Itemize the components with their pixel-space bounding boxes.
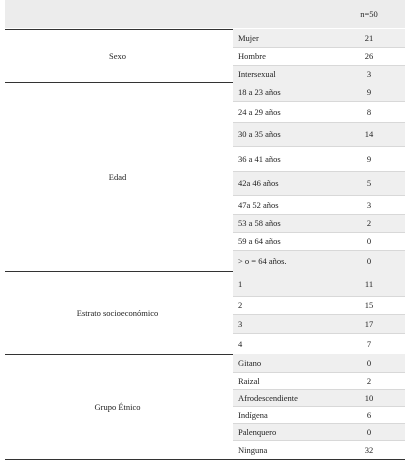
row-label: 2 [238, 300, 243, 310]
table-bottom-rule [5, 459, 405, 460]
table-row [5, 101, 405, 122]
row-label: 30 a 35 años [238, 129, 281, 139]
row-label: Gitano [238, 358, 262, 368]
row-value: 11 [364, 278, 374, 289]
row-value: 9 [366, 153, 372, 164]
row-label: Hombre [238, 51, 266, 61]
row-separator [233, 406, 405, 407]
category-label: Sexo [109, 50, 126, 61]
table-row [5, 47, 405, 65]
category-label: Estrato socioeconómico [76, 307, 159, 318]
row-label: 47a 52 años [238, 199, 279, 210]
row-label: 18 a 23 años [238, 86, 281, 97]
table-row [5, 440, 405, 459]
row-value: 15 [364, 300, 374, 310]
row-label: 36 a 41 años [238, 153, 281, 164]
row-value: 2 [366, 375, 372, 386]
row-value: 3 [366, 199, 372, 210]
row-value: 8 [366, 106, 372, 117]
row-value: 0 [366, 426, 372, 437]
row-label: Ninguna [238, 444, 268, 455]
row-separator [233, 122, 405, 123]
table-row [5, 122, 405, 146]
table-row [5, 389, 405, 406]
table-row [5, 333, 405, 354]
row-value: 17 [364, 318, 374, 329]
row-separator [233, 333, 405, 334]
row-value: 9 [366, 86, 372, 97]
row-value: 21 [364, 33, 374, 43]
row-label: Raizal [238, 375, 260, 386]
table-row [5, 65, 405, 82]
table-row [5, 296, 405, 314]
row-value: 0 [366, 255, 372, 266]
row-separator [233, 232, 405, 233]
row-separator [233, 65, 405, 66]
row-label: 42a 46 años [238, 178, 279, 188]
row-separator [233, 389, 405, 390]
row-label: Mujer [238, 33, 259, 43]
row-value: 6 [366, 409, 372, 420]
row-separator [233, 171, 405, 172]
row-value: 32 [364, 444, 374, 455]
row-value: 5 [366, 178, 372, 188]
table-row [5, 214, 405, 232]
row-separator [233, 101, 405, 102]
demographics-table [5, 0, 405, 459]
table-row [5, 232, 405, 250]
row-label: Indígena [238, 409, 268, 420]
row-label: 53 a 58 años [238, 218, 281, 228]
table-row [5, 82, 405, 101]
table-header [5, 0, 405, 28]
row-separator [233, 314, 405, 315]
table-row [5, 271, 405, 296]
row-separator [233, 47, 405, 48]
table-row [5, 250, 405, 271]
table-row [5, 29, 405, 47]
row-separator [233, 296, 405, 297]
row-value: 26 [364, 51, 374, 61]
table-row [5, 171, 405, 195]
category-label: Edad [108, 171, 127, 182]
table-row [5, 146, 405, 171]
row-label: 3 [238, 318, 243, 329]
table-row [5, 354, 405, 372]
row-separator [233, 146, 405, 147]
row-separator [233, 440, 405, 441]
table-row [5, 195, 405, 214]
row-label: Afrodescendiente [238, 392, 298, 403]
row-label: 4 [238, 338, 243, 349]
row-label: Palenquero [238, 426, 277, 437]
table-row [5, 372, 405, 389]
category-label: Grupo Étnico [94, 401, 141, 412]
row-separator [233, 423, 405, 424]
row-separator [233, 214, 405, 215]
row-value: 14 [364, 129, 374, 139]
table-row [5, 406, 405, 423]
row-value: 2 [366, 218, 372, 228]
row-value: 0 [366, 236, 372, 246]
row-label: > o = 64 años. [238, 255, 287, 266]
table-row [5, 423, 405, 440]
row-label: Intersexual [238, 68, 276, 79]
row-separator [233, 250, 405, 251]
sample-size-label: n=50 [360, 9, 378, 19]
row-label: 1 [238, 278, 243, 289]
row-value: 3 [366, 68, 372, 79]
table-row [5, 314, 405, 333]
row-separator [233, 195, 405, 196]
row-value: 7 [366, 338, 372, 349]
row-value: 10 [364, 392, 374, 403]
row-value: 0 [366, 358, 372, 368]
row-label: 24 a 29 años [238, 106, 281, 117]
row-label: 59 a 64 años [238, 236, 281, 246]
row-separator [233, 372, 405, 373]
